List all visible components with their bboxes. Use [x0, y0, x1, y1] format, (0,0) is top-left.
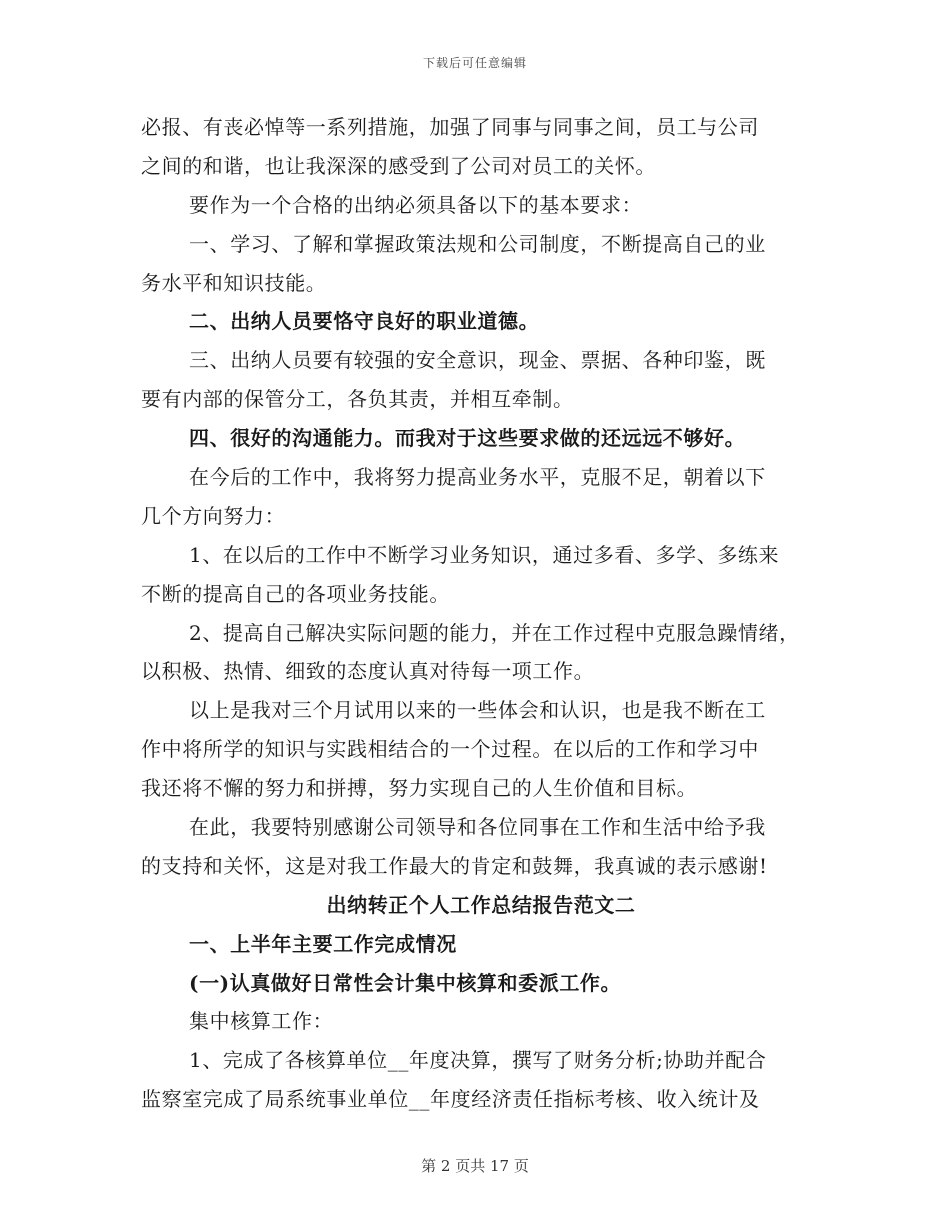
paragraph-line: 集中核算工作：: [189, 1009, 334, 1034]
paragraph-line: 我还将不懈的努力和拼搏，努力实现自己的人生价值和目标。: [141, 776, 698, 801]
bold-point-heading: 二、出纳人员要恪守良好的职业道德。: [189, 309, 540, 334]
document-body: [141, 108, 821, 1119]
page-number: 第 2 页共 17 页: [421, 1157, 529, 1175]
paragraph-line: 以积极、热情、细致的态度认真对待每一项工作。: [141, 659, 595, 684]
paragraph-line: 之间的和谐，也让我深深的感受到了公司对员工的关怀。: [141, 153, 656, 178]
paragraph-line: 监察室完成了局系统事业单位__年度经济责任指标考核、收入统计及: [141, 1087, 760, 1112]
paragraph-line: 三、出纳人员要有较强的安全意识，现金、票据、各种印鉴，既: [189, 348, 766, 373]
paragraph-line: 在今后的工作中，我将努力提高业务水平，克服不足，朝着以下: [189, 465, 766, 490]
paragraph-line: 务水平和知识技能。: [141, 270, 327, 295]
paragraph-line: 以上是我对三个月试用以来的一些体会和认识，也是我不断在工: [189, 698, 766, 723]
paragraph-line: 不断的提高自己的各项业务技能。: [141, 581, 450, 606]
bold-point-heading: 四、很好的沟通能力。而我对于这些要求做的还远远不够好。: [189, 426, 746, 451]
paragraph-line: 2、提高自己解决实际问题的能力，并在工作过程中克服急躁情绪，: [189, 620, 800, 645]
section-title: 出纳转正个人工作总结报告范文二: [326, 892, 636, 917]
page-header: 下载后可任意编辑: [422, 56, 527, 70]
paragraph-line: 1、完成了各核算单位__年度决算，撰写了财务分析;协助并配合: [189, 1048, 767, 1073]
section-heading: 一、上半年主要工作完成情况: [189, 931, 457, 956]
paragraph-line: 几个方向努力：: [141, 503, 286, 528]
paragraph-line: 在此，我要特别感谢公司领导和各位同事在工作和生活中给予我: [189, 815, 766, 840]
paragraph-line: 1、在以后的工作中不断学习业务知识，通过多看、多学、多练来: [189, 542, 780, 567]
paragraph-line: 一、学习、了解和掌握政策法规和公司制度，不断提高自己的业: [189, 231, 766, 256]
paragraph-line: 要作为一个合格的出纳必须具备以下的基本要求：: [189, 192, 643, 217]
paragraph-line: 要有内部的保管分工，各负其责，并相互牵制。: [141, 387, 574, 412]
paragraph-line: 作中将所学的知识与实践相结合的一个过程。在以后的工作和学习中: [141, 737, 759, 762]
subsection-heading: (一)认真做好日常性会计集中核算和委派工作。: [189, 970, 622, 995]
paragraph-line: 的支持和关怀，这是对我工作最大的肯定和鼓舞，我真诚的表示感谢!: [141, 853, 768, 878]
paragraph-line: 必报、有丧必悼等一系列措施，加强了同事与同事之间，员工与公司: [141, 115, 759, 139]
